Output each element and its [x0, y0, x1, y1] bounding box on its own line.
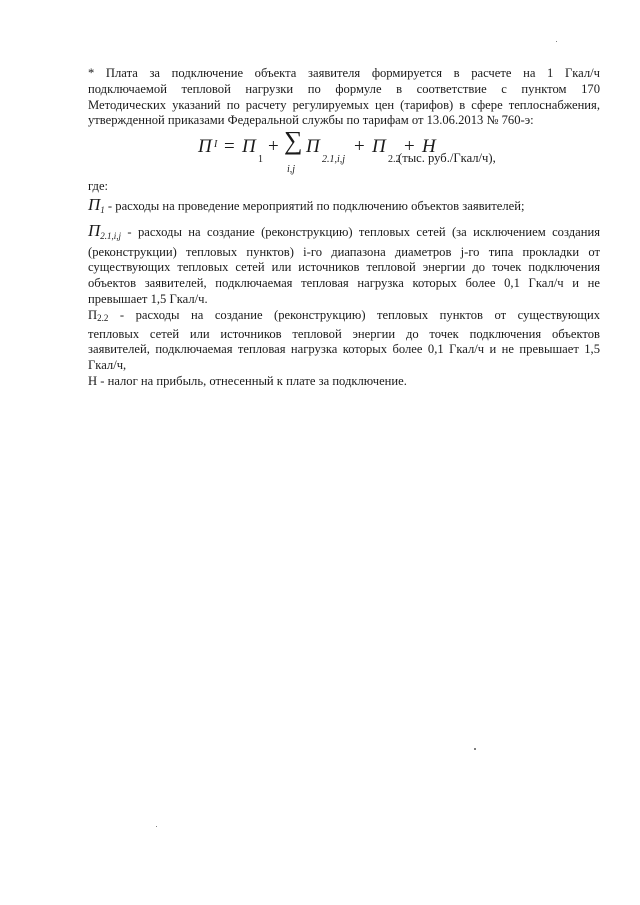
term-p21-line-5: превышает 1,5 Гкал/ч. — [88, 291, 208, 306]
formula-plus-3: + — [404, 136, 415, 158]
term-p1-sub: 1 — [100, 204, 105, 215]
formula-h: Н — [422, 136, 436, 158]
term-p21-text-1: - расходы на создание (реконструкцию) тепловых сетей (за исключением создания — [121, 224, 600, 239]
formula-p21: П — [306, 136, 320, 158]
formula-sigma-sub: i,j — [287, 164, 296, 176]
intro-line-4: утвержденной приказами Федеральной службы по тарифам от 13.06.2013 № 760-э: — [88, 113, 534, 128]
term-p22-text-1: - расходы на создание (реконструкцию) тепловых пунктов от существующих — [108, 307, 600, 322]
formula-lhs-sup: I — [214, 139, 218, 151]
term-p22-line-3: заявителей, подключаемая тепловая нагрузка которых более 0,1 Гкал/ч и не превышает 1,5 — [88, 342, 600, 357]
term-p1-symbol: П — [88, 194, 101, 214]
formula-plus-2: + — [354, 136, 365, 158]
term-p22-line-4: Гкал/ч, — [88, 358, 127, 373]
intro-paragraph — [88, 66, 600, 129]
formula-units: (тыс. руб./Гкал/ч), — [398, 151, 496, 166]
scan-speck — [156, 826, 157, 827]
term-p21-line-2: (реконструкции) тепловых пунктов) i-го диапазона диаметров j-го типа прокладки от — [88, 244, 600, 259]
formula-sigma: ∑ — [284, 126, 303, 156]
formula-p1-sub: 1 — [258, 154, 263, 166]
term-h: Н - налог на прибыль, отнесенный к плате за подключение. — [88, 373, 407, 388]
scan-speck — [556, 41, 557, 42]
where-label: где: — [88, 179, 109, 194]
term-p1-text: - расходы на проведение мероприятий по подключению объектов заявителей; — [104, 198, 525, 213]
term-p21-line-1 — [88, 220, 600, 245]
term-p21-sub: 2.1,i,j — [100, 230, 122, 241]
intro-line-2: подключаемой тепловой нагрузки по формуле в соответствие с пунктом 170 — [88, 81, 600, 96]
term-p22 — [88, 308, 600, 374]
scan-speck — [474, 748, 476, 750]
term-p22-line-1 — [88, 308, 600, 327]
formula-lhs: П — [198, 136, 212, 158]
intro-line-1: * Плата за подключение объекта заявителя формируется в расчете на 1 Гкал/ч — [88, 66, 600, 80]
formula-p22-sub: 2.2 — [388, 154, 401, 166]
fee-formula — [88, 126, 600, 176]
term-p22-sub: 2.2 — [97, 312, 109, 323]
term-p22-symbol: П — [88, 307, 98, 322]
term-p21-line-4: объектов заявителей, подключаемая тепловая нагрузка которых более 0,1 Гкал/ч и не — [88, 276, 600, 291]
formula-p1: П — [242, 136, 256, 158]
formula-equals: = — [224, 136, 235, 158]
term-p21-line-3: существующих тепловых сетей или источников тепловой энергии до точек подключения — [88, 260, 600, 275]
term-p1 — [88, 194, 600, 219]
term-p21 — [88, 220, 600, 308]
term-p22-line-2: тепловых сетей или источников тепловой энергии до точек подключения объектов — [88, 326, 600, 341]
formula-p22: П — [372, 136, 386, 158]
term-p21-symbol: П — [88, 220, 101, 240]
document-body — [88, 66, 600, 390]
formula-plus-1: + — [268, 136, 279, 158]
formula-p21-sub: 2.1,i,j — [322, 154, 346, 166]
intro-line-3: Методических указаний по расчету регулируемых цен (тарифов) в сфере теплоснабжения, — [88, 97, 600, 112]
